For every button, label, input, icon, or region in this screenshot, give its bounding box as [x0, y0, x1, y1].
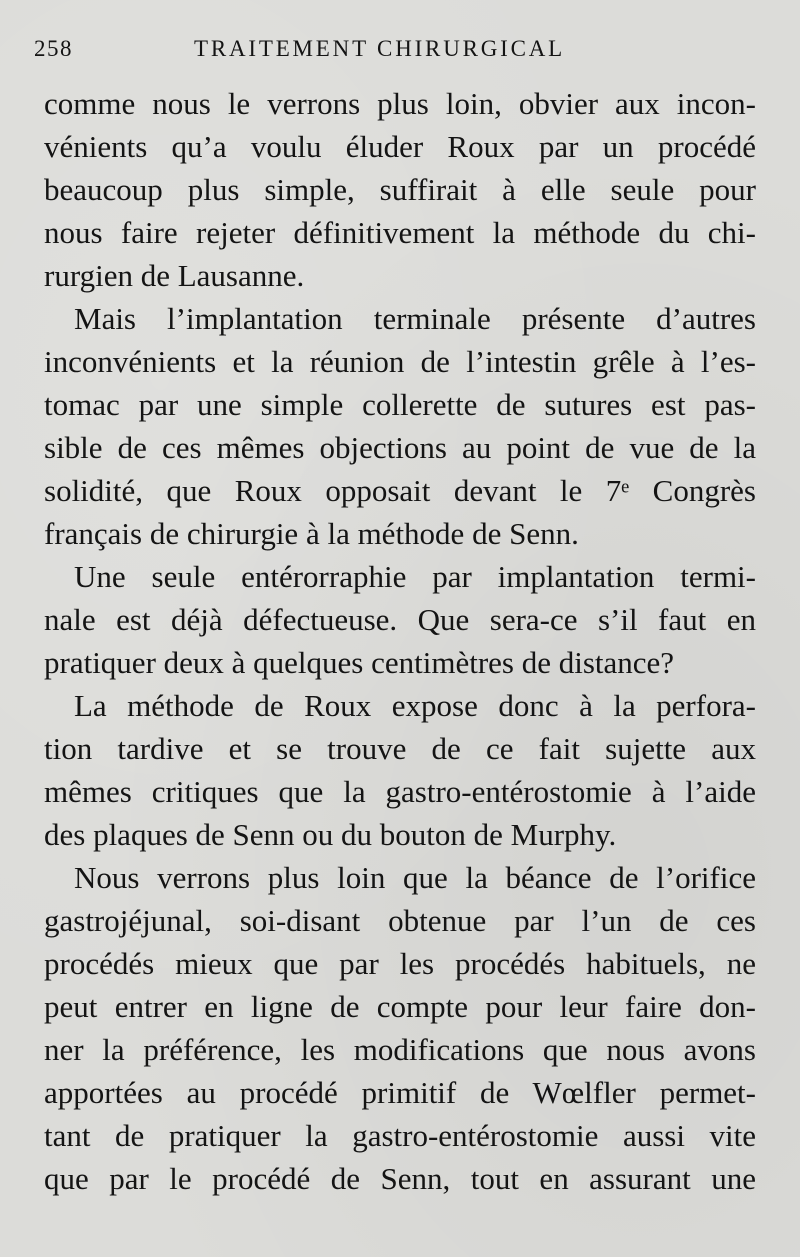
text-line: tion tardive et se trouve de ce fait sujette aux: [44, 731, 756, 766]
text-line: pratiquer deux à quelques centimètres de distance?: [44, 645, 675, 680]
text-line: que par le procédé de Senn, tout en assurant une: [44, 1161, 756, 1196]
text-line: tant de pratiquer la gastro-entérostomie aussi vite: [44, 1118, 756, 1153]
text-line: peut entrer en ligne de compte pour leur faire don-: [44, 989, 756, 1024]
running-title: TRAITEMENT CHIRURGICAL: [194, 36, 566, 61]
text-line: gastrojéjunal, soi-disant obtenue par l’un de ces: [44, 903, 756, 938]
text-line: solidité, que Roux opposait devant le 7ᵉ Congrès: [44, 473, 756, 508]
text-line: mêmes critiques que la gastro-entérostomie à l’aide: [44, 774, 756, 809]
text-line: sible de ces mêmes objections au point de vue de la: [44, 430, 756, 465]
paragraph: [44, 297, 756, 555]
text-line: nale est déjà défectueuse. Que sera-ce s’il faut en: [44, 602, 756, 637]
text-line: La méthode de Roux expose donc à la perfora-: [74, 688, 756, 723]
page-header: [34, 36, 794, 66]
text-line: ner la préférence, les modifications que nous avons: [44, 1032, 756, 1067]
text-line: Une seule entérorraphie par implantation termi-: [74, 559, 756, 594]
text-line: tomac par une simple collerette de sutures est pas-: [44, 387, 756, 422]
text-line: Mais l’implantation terminale présente d’autres: [74, 301, 756, 336]
text-line: nous faire rejeter définitivement la méthode du chi-: [44, 215, 756, 250]
page-number: 258: [34, 36, 73, 61]
paragraph: [44, 684, 756, 856]
text-line: comme nous le verrons plus loin, obvier aux incon-: [44, 86, 756, 121]
text-line: apportées au procédé primitif de Wœlfler permet-: [44, 1075, 756, 1110]
paragraph: [44, 82, 756, 297]
text-line: des plaques de Senn ou du bouton de Murphy.: [44, 817, 617, 852]
text-line: rurgien de Lausanne.: [44, 258, 305, 293]
paragraph: [44, 555, 756, 684]
body-text: [44, 82, 756, 1200]
text-line: français de chirurgie à la méthode de Senn.: [44, 516, 579, 551]
text-line: Nous verrons plus loin que la béance de l’orifice: [74, 860, 756, 895]
text-line: inconvénients et la réunion de l’intestin grêle à l’es-: [44, 344, 756, 379]
paragraph: [44, 856, 756, 1200]
text-line: procédés mieux que par les procédés habituels, ne: [44, 946, 756, 981]
text-line: beaucoup plus simple, suffirait à elle seule pour: [44, 172, 756, 207]
text-line: vénients qu’a voulu éluder Roux par un procédé: [44, 129, 756, 164]
